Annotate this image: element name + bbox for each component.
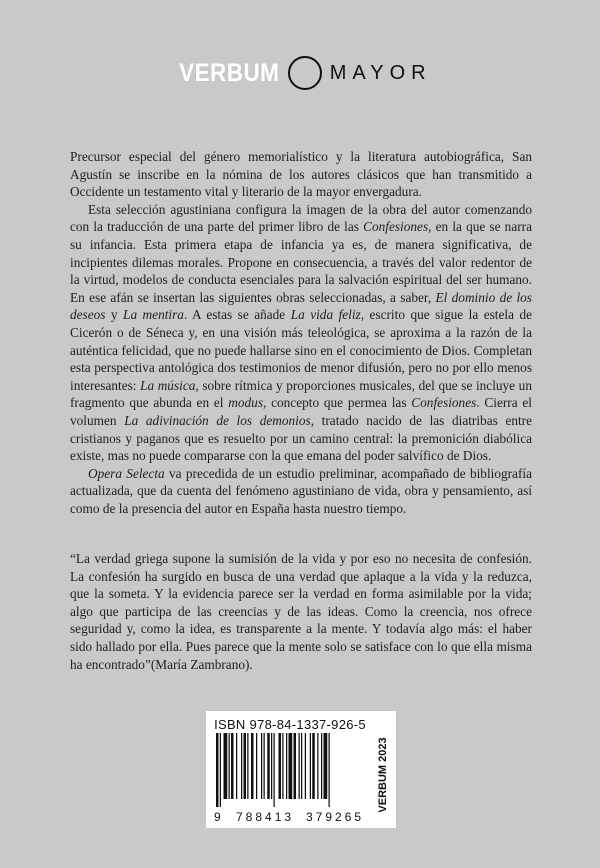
barcode-bar [264, 733, 265, 799]
isbn-label: ISBN 978-84-1337-926-5 [214, 717, 366, 732]
barcode-bar [224, 733, 228, 799]
barcode-bar [317, 733, 318, 799]
barcode-bar [271, 733, 272, 799]
barcode-bar [286, 733, 287, 799]
text-run: y [105, 307, 124, 323]
zambrano-quote [70, 550, 532, 673]
barcode-bar [256, 733, 257, 799]
barcode-bar [236, 733, 237, 799]
italic-title: modus [228, 395, 263, 411]
quote-text: “La verdad griega supone la sumisión de la vida y por eso no necesita de confesión. La confesión ha surgido en busca de una verdad que aplaque a la vida y la reduzca, que la someta. Y la evidencia parece ser la verdad en forma asimilable por la vida; algo que participa de las creencias y de las ideas. Como la creencia, nos ofrece seguridad y, como la idea, es transparente a la mente. Y todavía algo más: el haber sido hallado por ella. Pues parece que la mente solo se satisface con lo que ella misma ha encontrado”(María Zambrano). [70, 551, 532, 672]
publisher-year-label: VERBUM 2023 [377, 737, 389, 813]
publisher-logo [0, 56, 600, 90]
text-run: , sobre rítmica y proporciones musicales, del que se incluye un fragmento que abunda en el [70, 377, 532, 411]
synopsis-paragraph [70, 201, 532, 465]
text-run: Esta selección agustiniana configura la imagen de la obra del autor comenzando con la traducción de una parte del primer libro de las [70, 201, 532, 235]
barcode-bar [261, 733, 262, 799]
text-run: , concepto que permea las [263, 395, 412, 411]
barcode-bar [282, 733, 283, 799]
barcode-bar [244, 733, 247, 799]
logo-circle-icon [288, 56, 322, 90]
barcode-bar [305, 733, 306, 799]
barcode-bar [294, 733, 297, 799]
barcode-bar [247, 733, 248, 799]
synopsis-paragraph [70, 465, 532, 518]
barcode-digit-first: 9 [214, 810, 221, 824]
italic-title: Confesiones [411, 395, 477, 411]
barcode-bar [251, 733, 254, 799]
barcode-bar [310, 733, 311, 799]
synopsis-paragraph [70, 148, 532, 201]
barcode-bar [289, 733, 293, 799]
barcode-digit-group-2: 379265 [306, 810, 365, 824]
barcode-panel [206, 711, 396, 828]
barcode-digit-group-1: 788413 [236, 810, 295, 824]
barcode-bar [329, 733, 330, 807]
italic-title: La vida feliz [290, 307, 361, 323]
italic-title: Confesiones [363, 219, 429, 235]
barcode-bar [216, 733, 219, 807]
text-run: . Cierra el volumen [70, 395, 532, 428]
barcode-bar [324, 733, 328, 799]
text-run: . A estas se añade [183, 307, 291, 323]
barcode-bar [241, 733, 242, 799]
barcode-bar [229, 733, 230, 799]
text-run: , escrito que sigue la estela de Cicerón o de Séneca y, en una visión más teleológica, se aproxima a la razón de la auténtica felicidad, que no puede hallarse sino en el conocimiento de Dios. Completan esta perspectiva antológica dos testimonios de menor difusión, pero no por ello menos interesantes: [70, 307, 533, 393]
italic-title: La mentira [123, 307, 184, 323]
italic-title: La adivinación de los demonios [124, 412, 311, 428]
barcode-bar [299, 733, 300, 799]
text-run: , tratado nacido de las diatribas entre cristianos y paganos que es resuelto por un camino central: la premonición diabólica existe, mas no puede compararse con la que emana del poder salvífico de Dios. [70, 412, 533, 464]
italic-title: El dominio de los deseos [70, 289, 532, 323]
synopsis-text [70, 148, 532, 517]
text-run: Precursor especial del género memorialístico y la literatura autobiográfica, San Agustín se inscribe en la nómina de los autores clásicos que han transmitido a Occidente un testamento vital y literario de la mayor envergadura. [70, 149, 532, 200]
italic-title: La música [140, 377, 196, 393]
barcode-bar [274, 733, 275, 807]
barcode-bar [267, 733, 270, 799]
barcode-bar [312, 733, 315, 799]
barcode-bar [231, 733, 234, 799]
barcode-bar [321, 733, 322, 799]
barcode-image [214, 733, 374, 807]
text-run: va precedida de un estudio preliminar, acompañado de bibliografía actualizada, que da cuenta del fenómeno agustiniano de vida, obra y pensamiento, así como de la presencia del autor en España hasta nuestro tiempo. [70, 465, 532, 516]
logo-verbum: VERBUM [179, 58, 280, 87]
barcode-bar [220, 733, 221, 807]
barcode-bar [279, 733, 282, 799]
italic-title: Opera Selecta [88, 465, 165, 481]
text-run: , en la que se narra su infancia. Esta primera etapa de infancia ya es, de manera significativa, de incipientes dilemas morales. Propone en consecuencia, a través del valor redentor de la virtud, modelos de conducta esenciales para la salvación espiritual del ser humano. En ese afán se insertan las siguientes obras seleccionadas, a saber, [70, 219, 532, 305]
logo-mayor: MAYOR [329, 61, 432, 84]
barcode-bar [301, 733, 302, 799]
